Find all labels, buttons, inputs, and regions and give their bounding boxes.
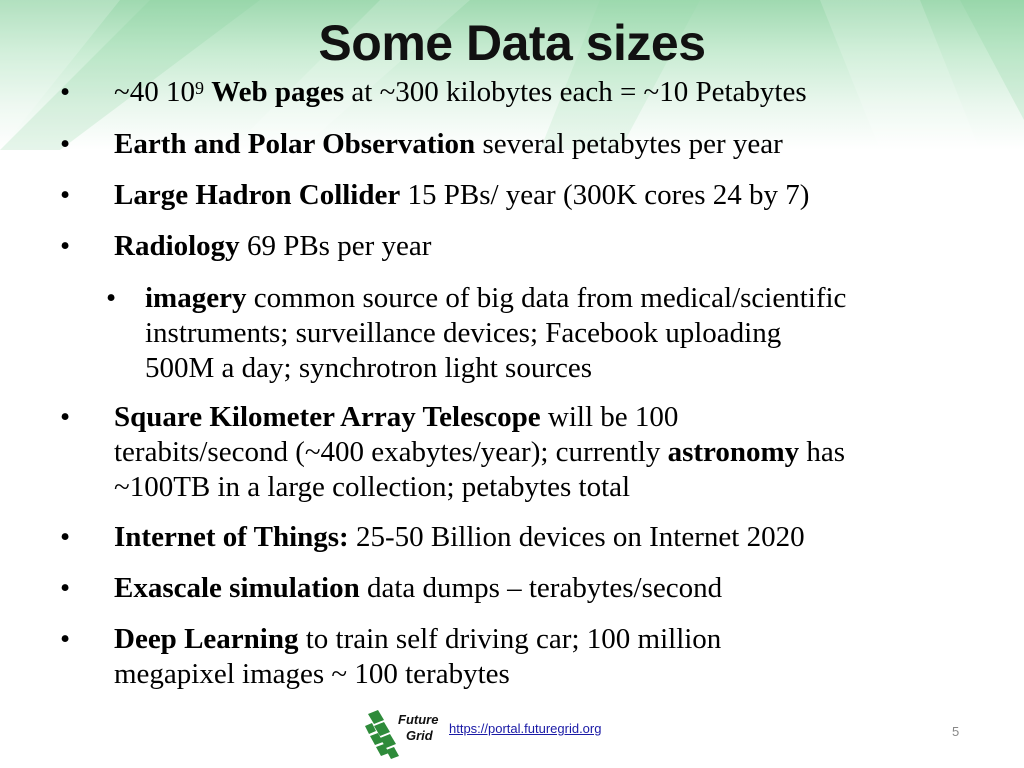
item-bold: Internet of Things: — [114, 521, 349, 553]
item-line: instruments; surveillance devices; Facebook uploading — [145, 317, 782, 349]
item-post: common source of big data from medical/scientific — [246, 282, 847, 314]
item-bold: Exascale simulation — [114, 572, 360, 604]
item-bold: Earth and Polar Observation — [114, 128, 476, 160]
slide-title: Some Data sizes — [318, 15, 706, 71]
item-line: terabits/second (~400 exabytes/year); currently — [114, 436, 668, 468]
item-post: data dumps – terabytes/second — [359, 572, 723, 604]
item-bold: Deep Learning — [114, 623, 299, 655]
item-line: megapixel images ~ 100 terabytes — [114, 658, 510, 690]
item-post: 15 PBs/ year (300K cores 24 by 7) — [400, 179, 810, 211]
item-line: 500M a day; synchrotron light sources — [145, 352, 593, 384]
bullet-icon: • — [60, 401, 71, 433]
item-line: has — [799, 436, 846, 468]
item-post: at ~300 kilobytes each = ~10 Petabytes — [344, 76, 807, 108]
bullet-icon: • — [60, 623, 71, 655]
item-bold: imagery — [145, 282, 247, 314]
logo-text-future: Future — [398, 712, 439, 727]
item-bold: Large Hadron Collider — [114, 179, 401, 211]
bullet-icon: • — [106, 282, 117, 314]
item-post: several petabytes per year — [475, 128, 783, 160]
item-line: ~100TB in a large collection; petabytes total — [114, 471, 631, 503]
bullet-icon: • — [60, 230, 71, 262]
item-post: to train self driving car; 100 million — [298, 623, 722, 655]
item-bold-inline: astronomy — [667, 436, 800, 468]
bullet-icon: • — [60, 76, 71, 108]
item-post: 69 PBs per year — [239, 230, 432, 262]
item-bold: Radiology — [114, 230, 240, 262]
item-bold: Web pages — [211, 76, 345, 108]
logo-text-grid: Grid — [406, 728, 433, 743]
bullet-icon: • — [60, 179, 71, 211]
item-bold: Square Kilometer Array Telescope — [114, 401, 541, 433]
page-number: 5 — [952, 724, 960, 739]
portal-link[interactable]: https://portal.futuregrid.org — [449, 721, 602, 736]
item-pre: ~40 10 — [114, 76, 195, 108]
item-superscript: 9 — [194, 78, 204, 98]
bullet-icon: • — [60, 572, 71, 604]
futuregrid-logo — [362, 706, 440, 764]
bullet-icon: • — [60, 128, 71, 160]
item-post: 25-50 Billion devices on Internet 2020 — [348, 521, 805, 553]
bullet-icon: • — [60, 521, 71, 553]
item-post: will be 100 — [540, 401, 679, 433]
